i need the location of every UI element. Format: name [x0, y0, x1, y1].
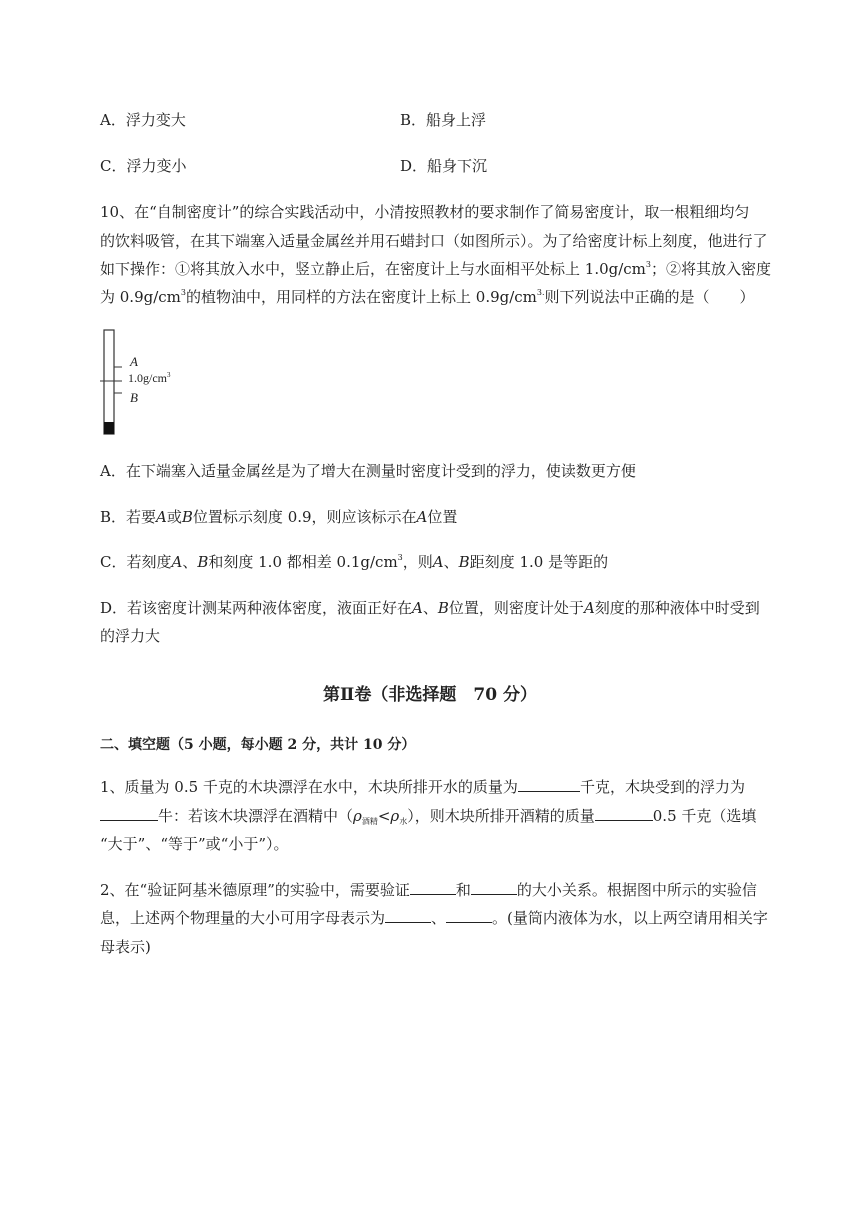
- fill-q1-line-1: 1、质量为 0.5 千克的木块漂浮在水中，木块所排开水的质量为 千克，木块受到的浮力为: [100, 778, 745, 796]
- fill-q2-line-3: 母表示): [100, 938, 151, 956]
- figure-label-b: B: [130, 390, 138, 405]
- fill-in-section-heading: 二、填空题（5 小题，每小题 2 分，共计 10 分）: [100, 737, 416, 753]
- part-two-title: 第Ⅱ卷（非选择题 70 分）: [323, 685, 537, 705]
- q10-option-a: A．在下端塞入适量金属丝是为了增大在测量时密度计受到的浮力，使读数更方便: [100, 462, 636, 480]
- fill-q2-line-1: 2、在“验证阿基米德原理”的实验中，需要验证 和 的大小关系。根据图中所示的实验信: [100, 881, 757, 899]
- answer-blank[interactable]: [385, 910, 431, 923]
- q9-option-d: D．船身下沉: [400, 157, 488, 175]
- q10-option-d-line-2: 的浮力大: [100, 627, 161, 645]
- figure-label-a: A: [130, 354, 138, 369]
- q10-stem-line-4: 为 $0.9g/cm^3$的植物油中，用同样的方法在密度计上标上 $0.9g/cm^{3.}$则下列说法中正确的是（ ）: [100, 288, 755, 306]
- q9-option-a: A．浮力变大: [100, 111, 186, 129]
- q10-option-b: B．若要A或B位置标示刻度 0.9，则应该标示在A位置: [100, 508, 458, 526]
- q10-option-c: C．若刻度A、B和刻度 1.0 都相差 $0.1g/cm^3$，则A、B距刻度 1.0 是等距的: [100, 553, 609, 571]
- q10-stem-line-3: 如下操作：①将其放入水中，竖立静止后，在密度计上与水面相平处标上 $1.0g/cm^3$；②将其放入密度: [100, 260, 772, 278]
- q9-option-c: C．浮力变小: [100, 157, 187, 175]
- answer-blank[interactable]: [100, 808, 158, 821]
- fill-q1-line-2: 牛：若该木块漂浮在酒精中$(\rho_{酒精}<\rho_水)$，则木块所排开酒精的质量 0.5 千克（选填: [100, 805, 756, 826]
- density-meter-figure: [100, 326, 220, 438]
- q10-stem-line-1: 10、在“自制密度计”的综合实践活动中，小清按照教材的要求制作了简易密度计，取一根粗细均匀: [100, 203, 750, 221]
- fill-q2-line-2: 息，上述两个物理量的大小可用字母表示为 、 。(量筒内液体为水，以上两空请用相关字: [100, 909, 768, 927]
- q9-option-b: B．船身上浮: [400, 111, 487, 129]
- figure-label-1-0: $1.0g/cm^3$: [128, 371, 171, 385]
- answer-blank[interactable]: [518, 779, 580, 792]
- answer-blank[interactable]: [410, 882, 456, 895]
- answer-blank[interactable]: [446, 910, 492, 923]
- fill-q1-line-3: “大于”、“等于”或“小于”）。: [100, 835, 289, 853]
- answer-blank[interactable]: [595, 808, 653, 821]
- q10-stem-line-2: 的饮料吸管，在其下端塞入适量金属丝并用石蜡封口（如图所示）。为了给密度计标上刻度，他进行了: [100, 232, 768, 250]
- answer-blank[interactable]: [471, 882, 517, 895]
- q10-option-d-line-1: D．若该密度计测某两种液体密度，液面正好在A、B位置，则密度计处于A刻度的那种液体中时受到: [100, 599, 760, 617]
